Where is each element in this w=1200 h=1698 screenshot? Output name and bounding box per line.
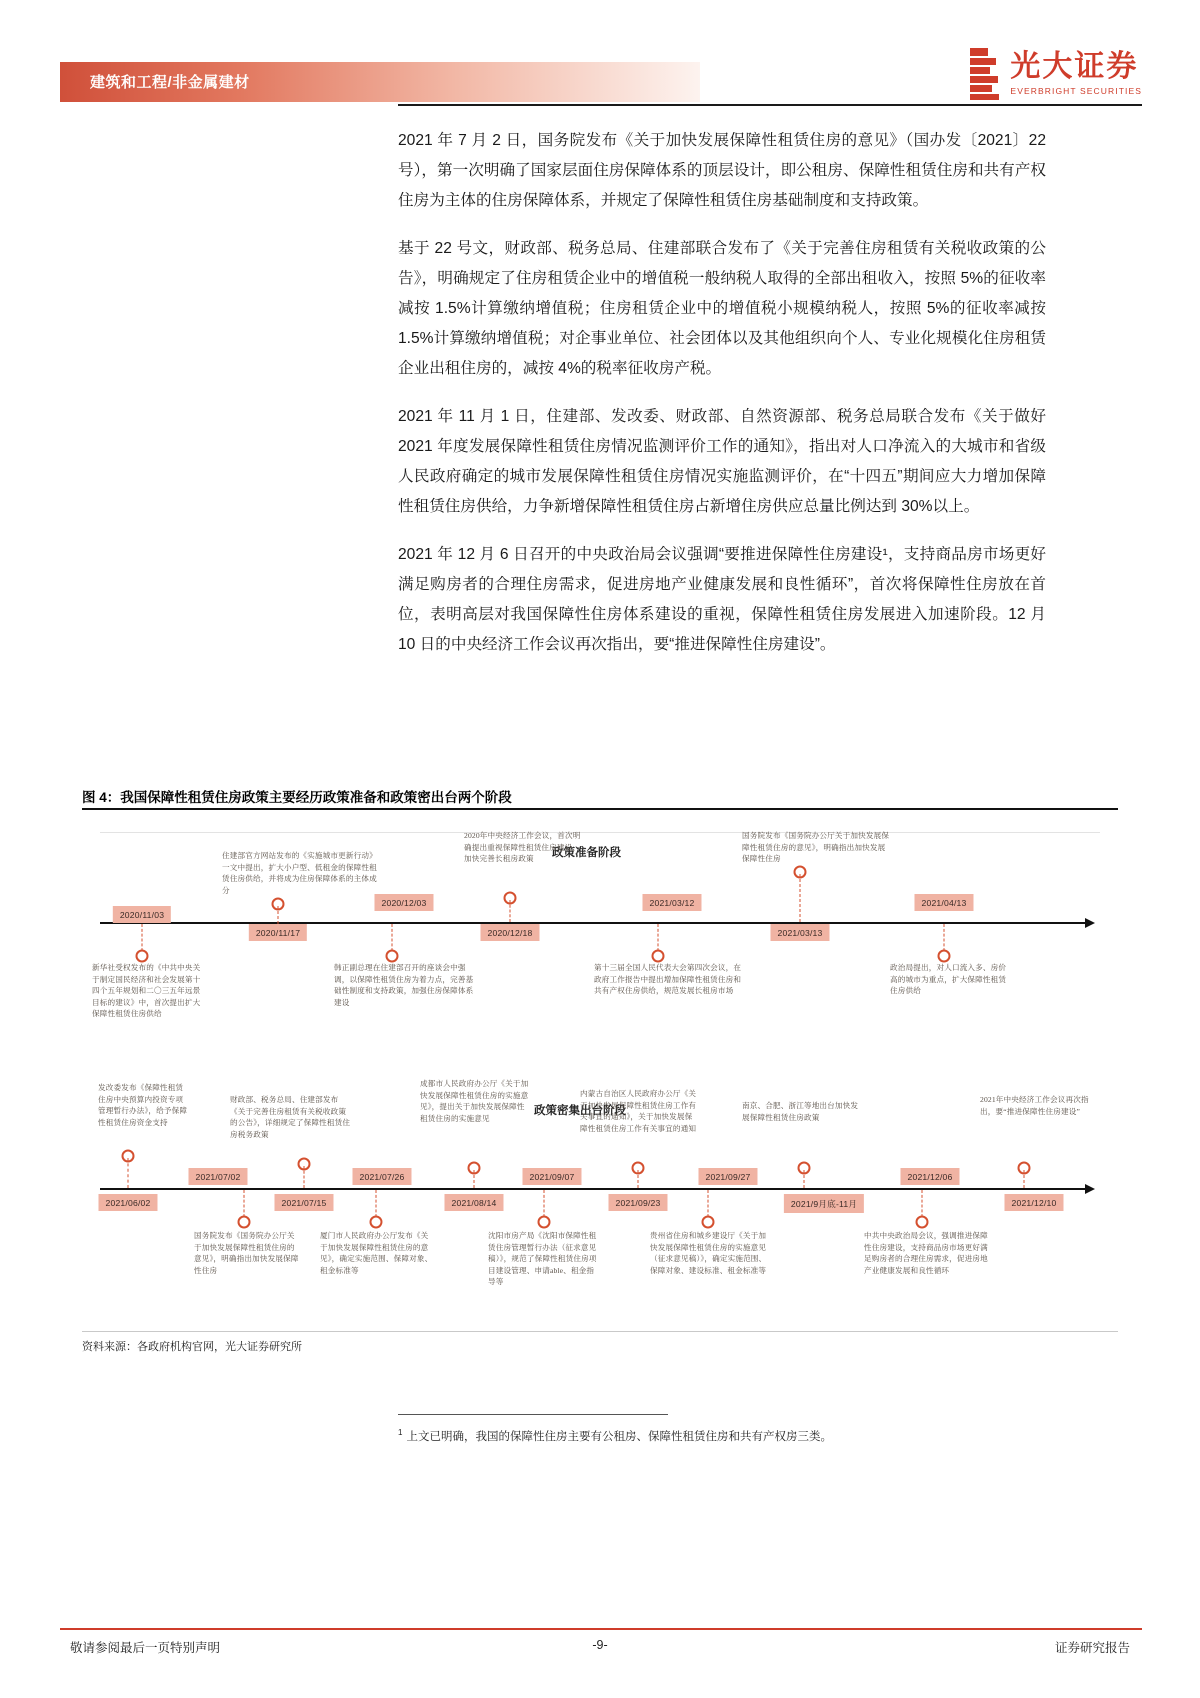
header-divider	[398, 104, 1142, 106]
body-copy	[398, 126, 1046, 678]
footer-page-number: -9-	[592, 1638, 608, 1652]
timeline1-note-4: 2020年中央经济工作会议，首次明确提出重视保障性租赁住房建设，加快完善长租房政策	[464, 831, 581, 864]
timeline2-stem-7	[638, 1170, 639, 1188]
timeline2-date-1[interactable]: 2021/06/02	[98, 1194, 157, 1211]
footer-divider	[60, 1628, 1142, 1630]
timeline2-date-7[interactable]: 2021/09/23	[608, 1194, 667, 1211]
source-divider	[82, 1331, 1118, 1332]
timeline2-note-8: 贵州省住房和城乡建设厅《关于加快发展保障性租赁住房的实施意见（征求意见稿）》，确定实施范围、保障对象、建设标准、租金标准等	[650, 1231, 767, 1275]
timeline2-date-8[interactable]: 2021/09/27	[698, 1168, 757, 1185]
figure-source: 资料来源：各政府机构官网，光大证券研究所	[82, 1341, 302, 1353]
timeline1-node-1	[136, 950, 149, 963]
timeline1-note-2: 住建部官方网站发布的《实施城市更新行动》一文中提出，扩大小户型、低租金的保障性租赁住房供给，并将成为住房保障体系的主体成分	[222, 851, 377, 895]
footnote	[398, 1424, 1098, 1446]
timeline1-stem-4	[510, 900, 511, 922]
section-banner	[60, 62, 700, 102]
timeline1-node-5	[652, 950, 665, 963]
timeline1-date-5[interactable]: 2021/03/12	[642, 894, 701, 911]
timeline1-note-5: 第十三届全国人民代表大会第四次会议，在政府工作报告中提出增加保障性租赁住房和共有产权住房供给，规范发展长租房市场	[594, 963, 742, 996]
timeline2-stem-3	[304, 1166, 305, 1188]
timeline1-date-4[interactable]: 2020/12/18	[480, 924, 539, 941]
timeline1-note-7: 政治局提出，对人口流入多、房价高的城市为重点，扩大保障性租赁住房供给	[890, 963, 1007, 996]
timeline1-date-6[interactable]: 2021/03/13	[770, 924, 829, 941]
timeline2-note-7: 内蒙古自治区人民政府办公厅《关于加快发展保障性租赁住房工作有关事宜的通知》，关于加快发展保障性租赁住房工作有关事宜的通知	[580, 1089, 697, 1133]
timeline2-date-6[interactable]: 2021/09/07	[522, 1168, 581, 1185]
timeline2-node-6	[538, 1216, 551, 1229]
figure-title-rule	[82, 808, 1118, 810]
brand-logo	[970, 48, 1142, 100]
paragraph-1: 2021 年 7 月 2 日，国务院发布《关于加快发展保障性租赁住房的意见》（国办发〔2021〕22 号），第一次明确了国家层面住房保障体系的顶层设计，即公租房、保障性租赁住房和共有产权住房为主体的住房保障体系，并规定了保障性租赁住房基础制度和支持政策。	[398, 132, 1046, 209]
everbright-logo-icon	[970, 48, 1000, 100]
brand-name-cn: 光大证券	[1010, 50, 1139, 84]
footnote-divider	[398, 1414, 668, 1415]
brand-name-en: EVERBRIGHT SECURITIES	[1010, 86, 1142, 97]
timeline2-node-8	[702, 1216, 715, 1229]
timeline2-node-10	[916, 1216, 929, 1229]
timeline2-note-1: 发改委发布《保障性租赁住房中央预算内投资专项管理暂行办法》，给予保障性租赁住房资金支持	[98, 1083, 188, 1127]
paragraph-2: 基于 22 号文，财政部、税务总局、住建部联合发布了《关于完善住房租赁有关税收政策的公告》，明确规定了住房租赁企业中的增值税一般纳税人取得的全部出租收入，按照 5%的征收率减按 1.5%计算缴纳增值税；住房租赁企业中的增值税小规模纳税人，按照 5%的征收率减按 1.5%计算缴纳增值税；对企事业单位、社会团体以及其他组织向个人、专业化规模化住房租赁企业出租住房的，减按 4%的税率征收房产税。	[398, 240, 1046, 377]
timeline2-stem-9	[804, 1170, 805, 1188]
timeline1-note-1: 新华社受权发布的《中共中央关于制定国民经济和社会发展第十四个五年规划和二〇三五年远景目标的建议》中，首次提出扩大保障性租赁住房供给	[92, 963, 201, 1019]
paragraph-4: 2021 年 12 月 6 日召开的中央政治局会议强调“要推进保障性住房建设¹，支持商品房市场更好满足购房者的合理住房需求，促进房地产业健康发展和良性循环”，首次将保障性住房放在首位，表明高层对我国保障性住房体系建设的重视，保障性租赁住房发展进入加速阶段。12 月 10 日的中央经济工作会议再次指出，要“推进保障性住房建设”。	[398, 546, 1046, 653]
timeline2-stem-1	[128, 1158, 129, 1188]
paragraph-3: 2021 年 11 月 1 日，住建部、发改委、财政部、自然资源部、税务总局联合发布《关于做好 2021 年度发展保障性租赁住房情况监测评价工作的通知》，指出对人口净流入的大城市和省级人民政府确定的城市发展保障性租赁住房情况实施监测评价，在“十四五”期间应大力增加保障性租赁住房供给，力争新增保障性租赁住房占新增住房供应总量比例达到 30%以上。	[398, 408, 1046, 515]
timeline2-stem-5	[474, 1170, 475, 1188]
phase-label-1: 政策准备阶段	[552, 847, 621, 859]
timeline2-note-10: 中共中央政治局会议，强调推进保障性住房建设，支持商品房市场更好满足购房者的合理住房需求，促进房地产业健康发展和良性循环	[864, 1231, 988, 1275]
timeline1-date-2[interactable]: 2020/11/17	[249, 924, 307, 941]
timeline1-note-6: 国务院发布《国务院办公厅关于加快发展保障性租赁住房的意见》，明确指出加快发展保障性住房	[742, 831, 890, 864]
timeline2-date-10[interactable]: 2021/12/06	[900, 1168, 959, 1185]
timeline1-note-3: 韩正副总理在住建部召开的座谈会中强调，以保障性租赁住房为着力点，完善基础性制度和支持政策，加强住房保障体系建设	[334, 963, 474, 1007]
timeline1-date-3[interactable]: 2020/12/03	[374, 894, 433, 911]
phase-label-2: 政策密集出台阶段	[534, 1105, 626, 1117]
timeline2-note-11: 2021年中央经济工作会议再次指出，要“推进保障性住房建设”	[980, 1095, 1089, 1116]
timeline2-note-2: 国务院发布《国务院办公厅关于加快发展保障性租赁住房的意见》，明确指出加快发展保障性住房	[194, 1231, 299, 1275]
figure-title: 图 4：我国保障性租赁住房政策主要经历政策准备和政策密出台两个阶段	[82, 790, 512, 805]
section-banner-label: 建筑和工程/非金属建材	[90, 74, 250, 91]
figure-timeline	[82, 812, 1118, 1320]
timeline-axis-2	[100, 1188, 1086, 1190]
figure-top-rule	[100, 832, 1100, 833]
timeline2-date-4[interactable]: 2021/07/26	[352, 1168, 411, 1185]
timeline1-stem-6	[800, 874, 801, 922]
timeline2-note-3: 财政部、税务总局、住建部发布《关于完善住房租赁有关税收政策的公告》，详细规定了保障性租赁住房税务政策	[230, 1095, 351, 1139]
footnote-marker: 1	[398, 1428, 403, 1437]
footer-right: 证券研究报告	[1054, 1641, 1130, 1655]
timeline1-node-7	[938, 950, 951, 963]
timeline2-date-3[interactable]: 2021/07/15	[274, 1194, 333, 1211]
timeline2-stem-11	[1024, 1170, 1025, 1188]
timeline1-date-1[interactable]: 2020/11/03	[113, 906, 171, 923]
footnote-text: 上文已明确，我国的保障性住房主要有公租房、保障性租赁住房和共有产权房三类。	[406, 1430, 832, 1443]
timeline2-date-5[interactable]: 2021/08/14	[444, 1194, 503, 1211]
timeline2-date-9[interactable]: 2021/9月底-11月	[784, 1194, 864, 1213]
timeline2-note-9: 南京、合肥、浙江等地出台加快发展保障性租赁住房政策	[742, 1101, 859, 1122]
timeline2-note-5: 成都市人民政府办公厅《关于加快发展保障性租赁住房的实施意见》，提出关于加快发展保障性租赁住房的实施意见	[420, 1079, 529, 1123]
timeline2-date-2[interactable]: 2021/07/02	[188, 1168, 247, 1185]
footer-left: 敬请参阅最后一页特别声明	[70, 1641, 221, 1655]
timeline1-date-7[interactable]: 2021/04/13	[914, 894, 973, 911]
timeline2-node-4	[370, 1216, 383, 1229]
timeline2-node-2	[238, 1216, 251, 1229]
timeline1-node-3	[386, 950, 399, 963]
timeline1-stem-2	[278, 906, 279, 924]
timeline2-note-4: 厦门市人民政府办公厅发布《关于加快发展保障性租赁住房的意见》，确定实施范围、保障对象、租金标准等	[320, 1231, 433, 1275]
timeline2-date-11[interactable]: 2021/12/10	[1004, 1194, 1063, 1211]
timeline2-note-6: 沈阳市房产局《沈阳市保障性租赁住房管理暂行办法（征求意见稿）》，规范了保障性租赁住房项目建设管理、申请able、租金指导等	[488, 1231, 597, 1287]
